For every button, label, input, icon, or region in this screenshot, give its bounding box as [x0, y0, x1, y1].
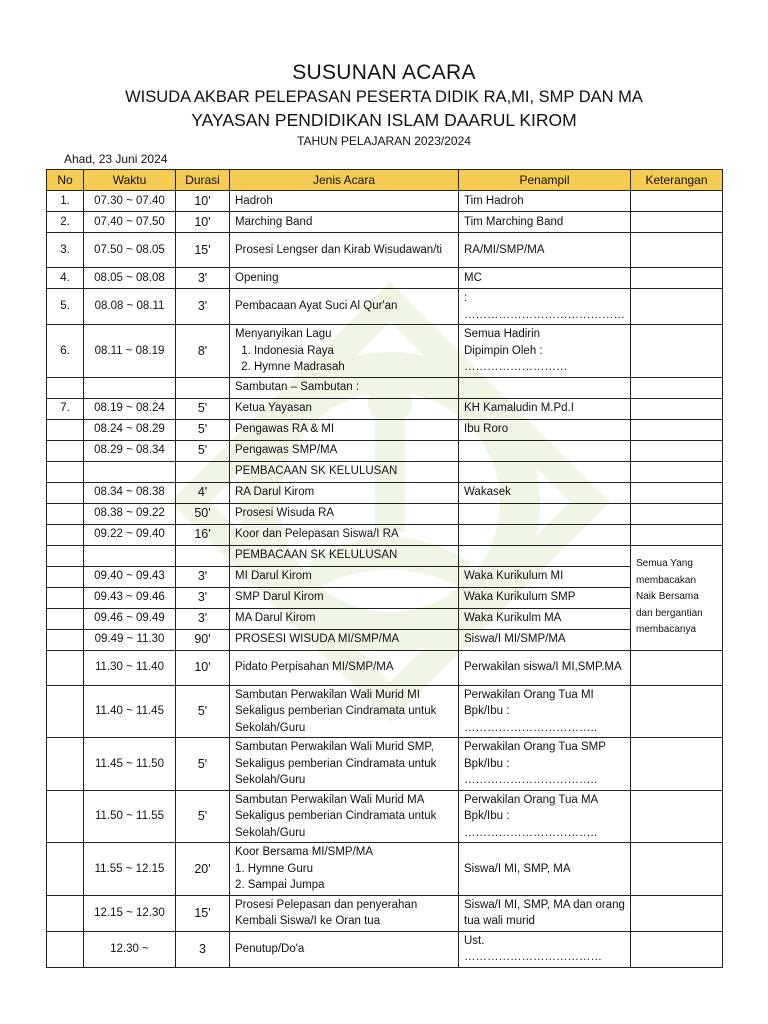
cell-penampil — [459, 461, 631, 482]
cell-durasi: 5' — [176, 685, 230, 738]
cell-no — [47, 377, 84, 398]
penampil-line: Bpk/Ibu : …………………………….. — [464, 757, 597, 786]
cell-acara: Penutup/Do'a — [230, 931, 459, 967]
cell-waktu: 08.19 ~ 08.24 — [84, 398, 176, 419]
cell-keterangan — [631, 233, 723, 268]
table-row — [47, 440, 723, 461]
cell-waktu: 07.40 ~ 07.50 — [84, 212, 176, 233]
cell-no — [47, 419, 84, 440]
cell-durasi: 10' — [176, 650, 230, 685]
cell-no — [47, 482, 84, 503]
cell-keterangan — [631, 895, 723, 931]
cell-waktu: 11.45 ~ 11.50 — [84, 738, 176, 791]
column-header-jenis-acara: Jenis Acara — [230, 170, 459, 191]
cell-waktu — [84, 377, 176, 398]
cell-acara: Prosesi Wisuda RA — [230, 503, 459, 524]
cell-acara: Pengawas SMP/MA — [230, 440, 459, 461]
cell-durasi: 10' — [176, 191, 230, 212]
cell-no: 1. — [47, 191, 84, 212]
cell-durasi: 3 — [176, 931, 230, 967]
cell-no — [47, 503, 84, 524]
document-header — [0, 60, 768, 150]
cell-keterangan — [631, 503, 723, 524]
cell-keterangan — [631, 461, 723, 482]
academic-year: TAHUN PELAJARAN 2023/2024 — [297, 134, 471, 148]
cell-keterangan — [631, 738, 723, 791]
cell-waktu: 08.34 ~ 08.38 — [84, 482, 176, 503]
cell-no — [47, 685, 84, 738]
cell-acara: PROSESI WISUDA MI/SMP/MA — [230, 629, 459, 650]
table-row — [47, 629, 723, 650]
table-row — [47, 268, 723, 289]
cell-acara: Pengawas RA & MI — [230, 419, 459, 440]
cell-penampil: Siswa/I MI, SMP, MA dan orang tua wali murid — [459, 895, 631, 931]
cell-penampil: Tim Hadroh — [459, 191, 631, 212]
cell-acara: RA Darul Kirom — [230, 482, 459, 503]
cell-penampil: Ust. ……………………………… — [459, 931, 631, 967]
cell-keterangan — [631, 398, 723, 419]
cell-keterangan — [631, 212, 723, 233]
cell-keterangan — [631, 650, 723, 685]
column-header-no: No — [47, 170, 84, 191]
cell-keterangan — [631, 524, 723, 545]
cell-acara: Prosesi Lengser dan Kirab Wisudawan/ti — [230, 233, 459, 268]
cell-waktu: 09.46 ~ 09.49 — [84, 608, 176, 629]
cell-waktu: 09.49 ~ 11.30 — [84, 629, 176, 650]
table-row — [47, 608, 723, 629]
cell-no: 5. — [47, 289, 84, 325]
cell-no — [47, 545, 84, 566]
cell-waktu: 11.55 ~ 12.15 — [84, 843, 176, 896]
cell-penampil — [459, 790, 631, 843]
cell-waktu: 09.40 ~ 09.43 — [84, 566, 176, 587]
cell-no — [47, 843, 84, 896]
table-row — [47, 482, 723, 503]
cell-acara: Opening — [230, 268, 459, 289]
column-header-keterangan: Keterangan — [631, 170, 723, 191]
cell-keterangan — [631, 325, 723, 378]
cell-keterangan — [631, 191, 723, 212]
cell-keterangan — [631, 685, 723, 738]
table-row — [47, 566, 723, 587]
cell-waktu: 08.29 ~ 08.34 — [84, 440, 176, 461]
cell-waktu: 09.22 ~ 09.40 — [84, 524, 176, 545]
acara-heading: Menyanyikan Lagu — [235, 328, 332, 340]
event-subtitle: WISUDA AKBAR PELEPASAN PESERTA DIDIK RA,MI, SMP DAN MA — [125, 88, 643, 106]
penampil-line: Perwakilan Orang Tua MA — [464, 793, 599, 806]
cell-acara: Pidato Perpisahan MI/SMP/MA — [230, 650, 459, 685]
cell-durasi: 5' — [176, 440, 230, 461]
cell-no — [47, 440, 84, 461]
cell-no — [47, 650, 84, 685]
cell-durasi: 3' — [176, 587, 230, 608]
event-date: Ahad, 23 Juni 2024 — [64, 152, 168, 166]
cell-acara: Sambutan Perwakilan Wali Murid MA Sekaligus pemberian Cindramata untuk Sekolah/Guru — [230, 790, 459, 843]
table-row — [47, 895, 723, 931]
cell-waktu: 07.50 ~ 08.05 — [84, 233, 176, 268]
cell-waktu: 12.30 ~ — [84, 931, 176, 967]
cell-no — [47, 790, 84, 843]
cell-penampil — [459, 545, 631, 566]
cell-no — [47, 738, 84, 791]
organization-name: YAYASAN PENDIDIKAN ISLAM DAARUL KIROM — [191, 110, 577, 130]
column-header-durasi: Durasi — [176, 170, 230, 191]
cell-penampil — [459, 685, 631, 738]
cell-durasi: 16' — [176, 524, 230, 545]
cell-durasi: 8' — [176, 325, 230, 378]
schedule-table — [46, 169, 723, 968]
cell-no — [47, 931, 84, 967]
cell-keterangan — [631, 931, 723, 967]
penampil-line: Dipimpin Oleh : ……………………… — [464, 344, 568, 373]
cell-durasi: 50' — [176, 503, 230, 524]
cell-waktu: 12.15 ~ 12.30 — [84, 895, 176, 931]
cell-keterangan — [631, 377, 723, 398]
cell-penampil: Waka Kurikulm MA — [459, 608, 631, 629]
table-row — [47, 461, 723, 482]
table-row — [47, 289, 723, 325]
cell-waktu: 09.43 ~ 09.46 — [84, 587, 176, 608]
cell-durasi: 90' — [176, 629, 230, 650]
cell-keterangan — [631, 268, 723, 289]
cell-waktu — [84, 545, 176, 566]
cell-no — [47, 566, 84, 587]
cell-penampil — [459, 738, 631, 791]
cell-acara: MI Darul Kirom — [230, 566, 459, 587]
cell-acara: Hadroh — [230, 191, 459, 212]
cell-penampil: MC — [459, 268, 631, 289]
table-row — [47, 377, 723, 398]
cell-acara — [230, 325, 459, 378]
cell-waktu: 11.50 ~ 11.55 — [84, 790, 176, 843]
cell-waktu: 08.38 ~ 09.22 — [84, 503, 176, 524]
cell-durasi: 3' — [176, 608, 230, 629]
cell-durasi: 4' — [176, 482, 230, 503]
table-row — [47, 524, 723, 545]
table-row — [47, 587, 723, 608]
cell-no: 2. — [47, 212, 84, 233]
cell-penampil — [459, 440, 631, 461]
cell-acara: Sambutan Perwakilan Wali Murid MI Sekaligus pemberian Cindramata untuk Sekolah/Guru — [230, 685, 459, 738]
cell-acara: PEMBACAAN SK KELULUSAN — [230, 545, 459, 566]
penampil-line: Perwakilan Orang Tua SMP — [464, 741, 606, 753]
cell-waktu: 08.24 ~ 08.29 — [84, 419, 176, 440]
table-row — [47, 503, 723, 524]
cell-acara: Ketua Yayasan — [230, 398, 459, 419]
cell-durasi: 5' — [176, 398, 230, 419]
acara-line: 2. Sampai Jumpa — [235, 879, 325, 891]
cell-acara: Sambutan Perwakilan Wali Murid SMP, Sekaligus pemberian Cindramata untuk Sekolah/Guru — [230, 738, 459, 791]
cell-no — [47, 608, 84, 629]
cell-durasi: 15' — [176, 895, 230, 931]
cell-keterangan — [631, 843, 723, 896]
cell-waktu: 08.11 ~ 08.19 — [84, 325, 176, 378]
cell-no — [47, 524, 84, 545]
table-row — [47, 685, 723, 738]
cell-keterangan — [631, 482, 723, 503]
cell-waktu — [84, 461, 176, 482]
cell-durasi: 5' — [176, 738, 230, 791]
penampil-line: Bpk/Ibu : …………………………….. — [464, 705, 597, 734]
list-item: 1. Indonesia Raya — [254, 343, 453, 360]
table-row — [47, 931, 723, 967]
table-row — [47, 233, 723, 268]
table-row — [47, 545, 723, 566]
cell-durasi: 3' — [176, 268, 230, 289]
acara-line: 1. Hymne Guru — [235, 862, 313, 875]
cell-acara: Prosesi Pelepasan dan penyerahan Kembali Siswa/I ke Oran tua — [230, 895, 459, 931]
cell-penampil: Perwakilan siswa/I MI,SMP.MA — [459, 650, 631, 685]
cell-waktu: 08.08 ~ 08.11 — [84, 289, 176, 325]
cell-penampil: Wakasek — [459, 482, 631, 503]
table-row — [47, 325, 723, 378]
document-title: SUSUNAN ACARA — [292, 61, 476, 84]
cell-no — [47, 629, 84, 650]
table-row — [47, 398, 723, 419]
cell-keterangan-note: Semua Yang membacakan Naik Bersama dan bergantian membacanya — [631, 545, 723, 650]
cell-acara: Koor dan Pelepasan Siswa/I RA — [230, 524, 459, 545]
cell-keterangan — [631, 289, 723, 325]
cell-acara — [230, 843, 459, 896]
cell-waktu: 07.30 ~ 07.40 — [84, 191, 176, 212]
cell-durasi — [176, 545, 230, 566]
cell-no: 7. — [47, 398, 84, 419]
cell-waktu: 11.30 ~ 11.40 — [84, 650, 176, 685]
cell-no: 6. — [47, 325, 84, 378]
table-row — [47, 212, 723, 233]
cell-acara: SMP Darul Kirom — [230, 587, 459, 608]
cell-no — [47, 895, 84, 931]
table-row — [47, 843, 723, 896]
cell-acara: Sambutan – Sambutan : — [230, 377, 459, 398]
song-list — [235, 343, 453, 376]
penampil-line: Bpk/Ibu : …………………………….. — [464, 810, 597, 839]
cell-penampil: Waka Kurikulum SMP — [459, 587, 631, 608]
cell-keterangan — [631, 419, 723, 440]
cell-durasi: 3' — [176, 289, 230, 325]
cell-keterangan — [631, 440, 723, 461]
penampil-line: Semua Hadirin — [464, 328, 541, 340]
cell-penampil — [459, 377, 631, 398]
cell-keterangan — [631, 790, 723, 843]
cell-penampil — [459, 503, 631, 524]
column-header-penampil: Penampil — [459, 170, 631, 191]
table-row — [47, 419, 723, 440]
cell-no — [47, 461, 84, 482]
cell-penampil: KH Kamaludin M.Pd.I — [459, 398, 631, 419]
cell-acara: Marching Band — [230, 212, 459, 233]
cell-penampil — [459, 325, 631, 378]
cell-acara: PEMBACAAN SK KELULUSAN — [230, 461, 459, 482]
table-row — [47, 738, 723, 791]
list-item: 2. Hymne Madrasah — [254, 359, 453, 376]
cell-no — [47, 587, 84, 608]
cell-durasi: 5' — [176, 419, 230, 440]
penampil-line: Perwakilan Orang Tua MI — [464, 688, 594, 701]
cell-penampil: RA/MI/SMP/MA — [459, 233, 631, 268]
cell-durasi: 20' — [176, 843, 230, 896]
cell-acara: Pembacaan Ayat Suci Al Qur'an — [230, 289, 459, 325]
cell-penampil: Siswa/I MI, SMP, MA — [459, 843, 631, 896]
cell-waktu: 08.05 ~ 08.08 — [84, 268, 176, 289]
column-header-waktu: Waktu — [84, 170, 176, 191]
cell-penampil: : …………………………………… — [459, 289, 631, 325]
table-header-row — [47, 170, 723, 191]
cell-waktu: 11.40 ~ 11.45 — [84, 685, 176, 738]
cell-durasi — [176, 377, 230, 398]
cell-durasi: 5' — [176, 790, 230, 843]
cell-penampil: Waka Kurikulum MI — [459, 566, 631, 587]
cell-penampil: Tim Marching Band — [459, 212, 631, 233]
cell-no: 4. — [47, 268, 84, 289]
table-row — [47, 790, 723, 843]
cell-no: 3. — [47, 233, 84, 268]
cell-penampil: Ibu Roro — [459, 419, 631, 440]
table-row — [47, 650, 723, 685]
cell-durasi — [176, 461, 230, 482]
cell-durasi: 3' — [176, 566, 230, 587]
cell-penampil: Siswa/I MI/SMP/MA — [459, 629, 631, 650]
table-row — [47, 191, 723, 212]
cell-durasi: 15' — [176, 233, 230, 268]
acara-heading: Koor Bersama MI/SMP/MA — [235, 846, 374, 858]
cell-durasi: 10' — [176, 212, 230, 233]
cell-penampil — [459, 524, 631, 545]
cell-acara: MA Darul Kirom — [230, 608, 459, 629]
